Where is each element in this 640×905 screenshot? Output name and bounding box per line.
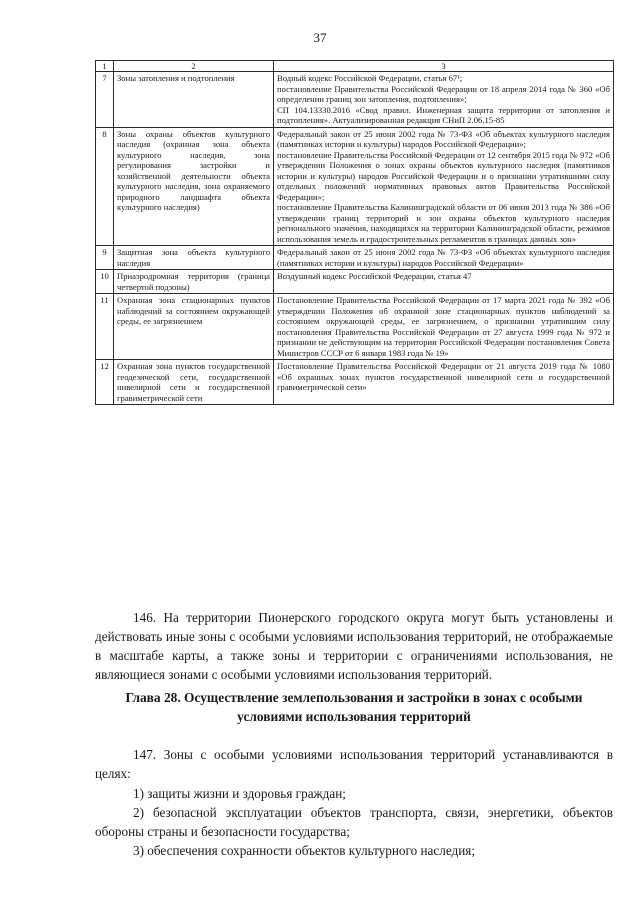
row-number: 11 [96, 294, 114, 360]
law-reference: постановление Правительства Российской Федерации от 18 апреля 2014 года № 360 «Об определении границ зон затопления, подтопления»; [277, 83, 610, 105]
column-header: 1 [96, 61, 114, 72]
legal-basis [274, 127, 614, 245]
legal-basis [274, 246, 614, 270]
legal-basis [274, 294, 614, 360]
table-row [96, 246, 614, 270]
zone-name: Приаэродромная территория (граница четвертой подзоны) [114, 270, 274, 294]
regulation-table [95, 60, 614, 405]
law-reference: постановление Правительства Российской Федерации от 12 сентября 2015 года № 972 «Об утверждении Положения о зонах охраны объектов культурного наследия (памятников истории и культуры) народов Российской Федерации и о признании утратившими силу отдельных положений нормативных правовых актов Правительства Российской Федерации»; [277, 149, 610, 202]
paragraph-text: 146. На территории Пионерского городского округа могут быть установлены и действовать иные зоны с особыми условиями использования территорий, не отображаемые в масштабе карты, а также зоны и территории с ограничениями использования, не являющиеся зонами с особыми условиями использования территорий. [95, 610, 613, 683]
row-number: 10 [96, 270, 114, 294]
legal-basis [274, 72, 614, 127]
zone-name: Зоны затопления и подтопления [114, 72, 274, 127]
law-reference: Федеральный закон от 25 июня 2002 года № 73-ФЗ «Об объектах культурного наследия (памятниках истории и культуры) народов Российской Федерации» [277, 247, 610, 268]
zone-name: Защитная зона объекта культурного наследия [114, 246, 274, 270]
zone-name: Охранная зона стационарных пунктов наблюдений за состоянием окружающей среды, ее загрязнением [114, 294, 274, 360]
list-item [95, 784, 613, 803]
zone-name: Охранная зона пунктов государственной геодезической сети, государственной нивелирной сети и государственной гравиметрической сети [114, 360, 274, 405]
legal-basis [274, 270, 614, 294]
law-reference: постановление Правительства Калининградской области от 06 июня 2013 года № 386 «Об утверждении границ территорий и зон охраны объектов культурного наследия регионального значения, находящихся на территории Калининградской области, режимов использования земель и градостроительных регламентов в границах данных зон» [277, 202, 610, 244]
list-item [95, 841, 613, 860]
law-reference: Постановление Правительства Российской Федерации от 17 марта 2021 года № 392 «Об утверждении Положения об охранной зоне стационарных пунктов наблюдений за состоянием окружающей среды, ее загрязнением, о признании утратившим силу постановления Правительства Российской Федерации от 27 августа 1999 года № 972 и признании не действующим на территории Российской Федерации постановления Совета Министров СССР от 6 января 1983 года № 19» [277, 295, 610, 358]
row-number: 7 [96, 72, 114, 127]
list-item-text: 3) обеспечения сохранности объектов культурного наследия; [133, 843, 475, 858]
law-reference: СП 104.13330.2016 «Свод правил. Инженерная защита территории от затопления и подтопления». Актуализированная редакция СНиП 2.06.15-85 [277, 104, 610, 126]
column-header: 2 [114, 61, 274, 72]
table-row [96, 72, 614, 127]
paragraph-147 [95, 745, 613, 783]
table-row [96, 270, 614, 294]
legal-basis [274, 360, 614, 405]
table-row [96, 127, 614, 245]
list-item [95, 803, 613, 841]
table-row [96, 360, 614, 405]
paragraph-146 [95, 608, 613, 685]
chapter-heading: Глава 28. Осуществление землепользования и застройки в зонах с особыми условиями использования территорий [125, 690, 583, 725]
paragraph-text: 147. Зоны с особыми условиями использования территорий устанавливаются в целях: [95, 747, 613, 782]
table-header-row [96, 61, 614, 72]
table-row [96, 294, 614, 360]
law-reference: Федеральный закон от 25 июня 2002 года № 73-ФЗ «Об объектах культурного наследия (памятниках истории и культуры) народов Российской Федерации»; [277, 128, 610, 150]
page-number: 37 [313, 30, 327, 45]
list-item-text: 1) защиты жизни и здоровья граждан; [133, 786, 346, 801]
row-number: 9 [96, 246, 114, 270]
row-number: 12 [96, 360, 114, 405]
law-reference: Водный кодекс Российской Федерации, статья 67¹; [277, 73, 463, 84]
column-header: 3 [274, 61, 614, 72]
zone-name: Зоны охраны объектов культурного наследия (охранная зона объекта культурного наследия, зона регулирования застройки и хозяйственной деятельности объекта культурного наследия, зона охраняемого природного ландшафта объекта культурного наследия) [114, 127, 274, 245]
law-reference: Воздушный кодекс Российской Федерации, статья 47 [277, 271, 472, 282]
row-number: 8 [96, 127, 114, 245]
law-reference: Постановление Правительства Российской Федерации от 21 августа 2019 года № 1080 «Об охранных зонах пунктов государственной нивелирной сети и государственной гравиметрической сети» [277, 361, 610, 393]
list-item-text: 2) безопасной эксплуатации объектов транспорта, связи, энергетики, объектов обороны страны и безопасности государства; [95, 805, 613, 840]
